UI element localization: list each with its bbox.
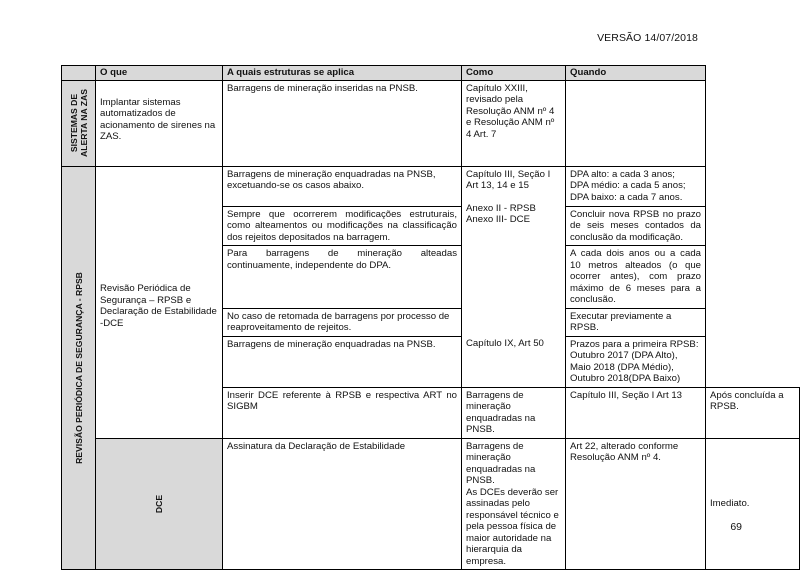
- table-row: [62, 166, 800, 206]
- r2-como-a2: Anexo II - RPSB: [466, 202, 536, 214]
- requirements-table: [61, 65, 800, 570]
- cell-como: Capítulo XXIII, revisado pela Resolução ANM nº 4 e Resolução ANM nº 4 Art. 7: [462, 80, 566, 166]
- r2-quando-e3: Maio 2018 (DPA Médio),: [570, 361, 674, 373]
- r2-quando-e1: Prazos para a primeira RPSB:: [570, 338, 699, 350]
- corner-cell: [62, 66, 96, 81]
- col-header-como: Como: [462, 66, 566, 81]
- cell-aplica: Barragens de mineração enquadradas na PNSB.: [223, 336, 462, 387]
- col-header-oque: O que: [96, 66, 223, 81]
- cell-aplica: [462, 438, 566, 570]
- cell-aplica: Barragens de mineração enquadradas na PNSB.: [462, 387, 566, 438]
- r2-como-a1: Capítulo III, Seção I Art 13, 14 e 15: [466, 168, 551, 191]
- cell-oque: Assinatura da Declaração de Estabilidade: [223, 438, 462, 570]
- cell-quando: A cada dois anos ou a cada 10 metros alteados (o que ocorrer antes), com prazo máximo de 6 meses para a conclusão.: [566, 246, 706, 309]
- section-label-rpsb: [62, 166, 96, 570]
- section-dce-text: DCE: [154, 494, 164, 513]
- r1-oque: Implantar sistemas automatizados de acionamento de sirenes na ZAS.: [100, 96, 216, 142]
- cell-como: [462, 246, 566, 337]
- cell-quando: Após concluída a RPSB.: [706, 387, 800, 438]
- cell-aplica: Barragens de mineração inseridas na PNSB.: [223, 80, 462, 166]
- r4-aplica1: Barragens de mineração enquadradas na PNSB.: [466, 440, 536, 486]
- cell-quando: [566, 166, 706, 206]
- cell-quando: Concluir nova RPSB no prazo de seis meses contados da conclusão da modificação.: [566, 206, 706, 246]
- page-number: 69: [730, 521, 742, 533]
- header-row: [62, 66, 800, 81]
- version-label: VERSÃO 14/07/2018: [597, 32, 698, 44]
- table-row: [62, 438, 800, 570]
- r2-quando-a1: DPA alto: a cada 3 anos;: [570, 168, 675, 180]
- cell-aplica: Barragens de mineração enquadradas na PNSB, excetuando-se os casos abaixo.: [223, 166, 462, 206]
- cell-como: [462, 166, 566, 246]
- section-label-dce: [96, 438, 223, 570]
- cell-aplica: Para barragens de mineração alteadas continuamente, independente do DPA.: [223, 246, 462, 309]
- r2-como-a3: Anexo III- DCE: [466, 214, 530, 225]
- cell-oque: [96, 166, 223, 438]
- section-label-zas: [62, 80, 96, 166]
- r2-quando-e4: Outubro 2018(DPA Baixo): [570, 373, 681, 384]
- cell-quando: [566, 336, 706, 387]
- r2-quando-a3: DPA baixo: a cada 7 anos.: [570, 191, 683, 203]
- cell-quando: Executar previamente a RPSB.: [566, 308, 706, 336]
- r2-quando-a2: DPA médio: a cada 5 anos;: [570, 180, 686, 191]
- section-zas-text: SISTEMAS DE ALERTA NA ZAS: [68, 89, 89, 157]
- cell-como: Capítulo III, Seção I Art 13: [566, 387, 706, 438]
- cell-como: Capítulo IX, Art 50: [462, 336, 566, 387]
- r2-quando-e2: Outubro 2017 (DPA Alto),: [570, 350, 678, 361]
- col-header-quando: Quando: [566, 66, 706, 81]
- r4-aplica2: As DCEs deverão ser assinadas pelo responsável técnico e pela pessoa física de maior autoridade na hierarquia da empresa.: [466, 486, 559, 567]
- section-rpsb-text: REVISÃO PERIÓDICA DE SEGURANÇA - RPSB: [73, 271, 84, 464]
- cell-como: Art 22, alterado conforme Resolução ANM nº 4.: [566, 438, 706, 570]
- cell-oque: [96, 80, 223, 166]
- cell-aplica: Sempre que ocorrerem modificações estruturais, como alteamentos ou modificações na classificação dos rejeitos depositados na barragem.: [223, 206, 462, 246]
- table-row: [62, 80, 800, 166]
- cell-aplica: No caso de retomada de barragens por processo de reaproveitamento de rejeitos.: [223, 308, 462, 336]
- r2-oque: Revisão Periódica de Segurança – RPSB e Declaração de Estabilidade -DCE: [100, 283, 217, 329]
- cell-oque: Inserir DCE referente à RPSB e respectiva ART no SIGBM: [223, 387, 462, 438]
- col-header-aplica: A quais estruturas se aplica: [223, 66, 462, 81]
- cell-quando: [566, 80, 706, 166]
- cell-quando: Imediato.: [706, 438, 800, 570]
